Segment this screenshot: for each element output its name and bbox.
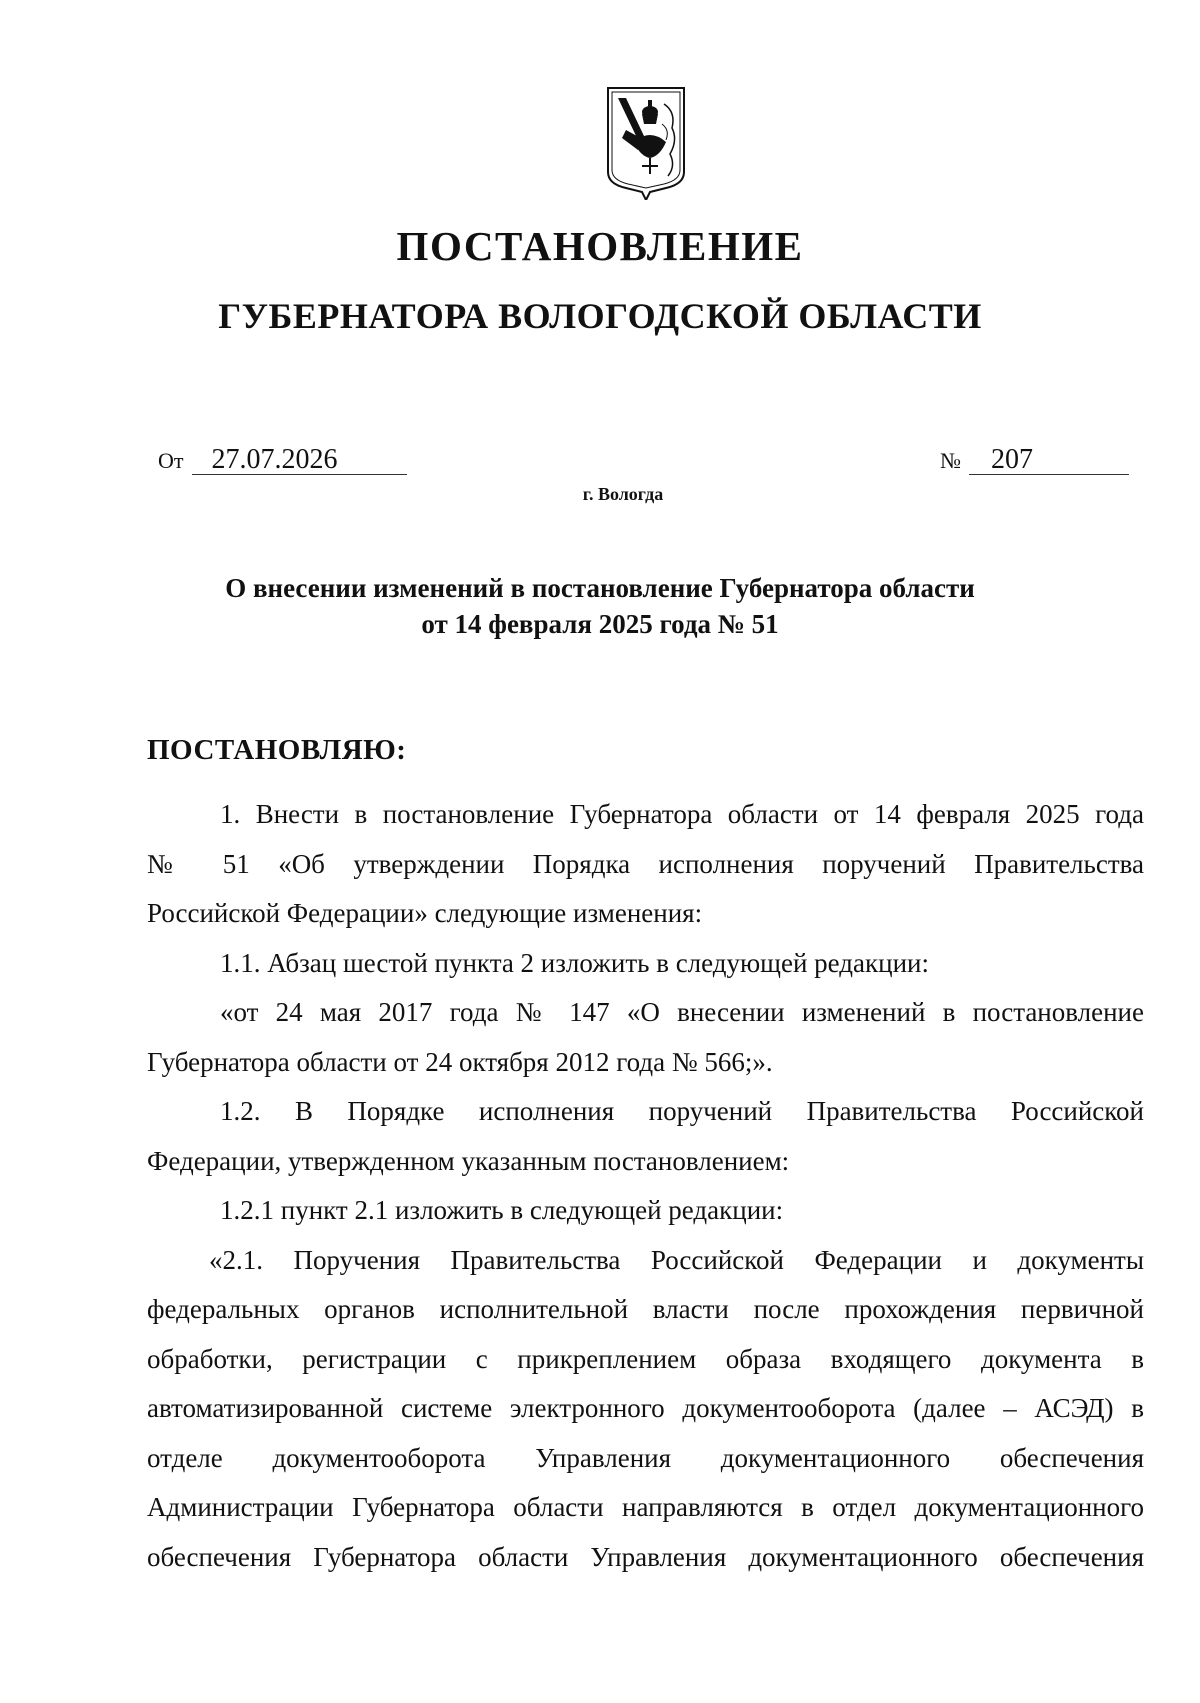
paragraph-line: Российской Федерации» следующие изменения: bbox=[147, 898, 703, 928]
vologda-coat-of-arms-icon bbox=[604, 84, 688, 200]
paragraph-line: обеспечения Губернатора области Управления документационного обеспечения bbox=[147, 1541, 1144, 1572]
date-field bbox=[158, 446, 407, 475]
paragraph-line: «от 24 мая 2017 года № 147 «О внесении изменений в постановление bbox=[220, 997, 1144, 1027]
paragraph-line: Федерации, утвержденном указанным постановлением: bbox=[147, 1145, 790, 1176]
paragraph-line: «2.1. Поручения Правительства Российской Федерации и документы bbox=[209, 1244, 1144, 1275]
paragraph-line: 1.1. Абзац шестой пункта 2 изложить в следующей редакции: bbox=[220, 947, 929, 978]
paragraph-line: обработки, регистрации с прикреплением образа входящего документа в bbox=[147, 1343, 1144, 1374]
paragraph-line: Администрации Губернатора области направляются в отдел документационного bbox=[147, 1492, 1144, 1522]
subject-line: от 14 февраля 2025 года № 51 bbox=[421, 609, 779, 639]
paragraph-line: 1.2.1 пункт 2.1 изложить в следующей редакции: bbox=[220, 1195, 784, 1225]
paragraph-line: федеральных органов исполнительной власти после прохождения первичной bbox=[147, 1294, 1144, 1324]
decree-heading: ПОСТАНОВЛЯЮ: bbox=[147, 734, 407, 766]
document-subject bbox=[0, 570, 1200, 642]
date-label: От bbox=[158, 448, 184, 473]
paragraph-line: Губернатора области от 24 октября 2012 года № 566;». bbox=[147, 1046, 773, 1077]
number-value: 207 bbox=[969, 446, 1129, 475]
date-value: 27.07.2026 bbox=[192, 446, 407, 475]
paragraph-line: отделе документооборота Управления документационного обеспечения bbox=[147, 1442, 1144, 1473]
number-field bbox=[940, 446, 1129, 475]
document-title: ПОСТАНОВЛЕНИЕ bbox=[396, 223, 804, 269]
city-label: г. Вологда bbox=[582, 484, 664, 504]
document-subtitle: ГУБЕРНАТОРА ВОЛОГОДСКОЙ ОБЛАСТИ bbox=[218, 296, 982, 336]
subject-line: О внесении изменений в постановление Губернатора области bbox=[225, 573, 975, 603]
paragraph-line: 1.2. В Порядке исполнения поручений Правительства Российской bbox=[220, 1096, 1144, 1126]
paragraph-line: автоматизированной системе электронного документооборота (далее – АСЭД) в bbox=[147, 1393, 1144, 1423]
document-body bbox=[147, 790, 1144, 1582]
paragraph-line: № 51 «Об утверждении Порядка исполнения поручений Правительства bbox=[147, 848, 1144, 879]
number-label: № bbox=[940, 448, 961, 473]
paragraph-line: 1. Внести в постановление Губернатора области от 14 февраля 2025 года bbox=[220, 799, 1144, 829]
